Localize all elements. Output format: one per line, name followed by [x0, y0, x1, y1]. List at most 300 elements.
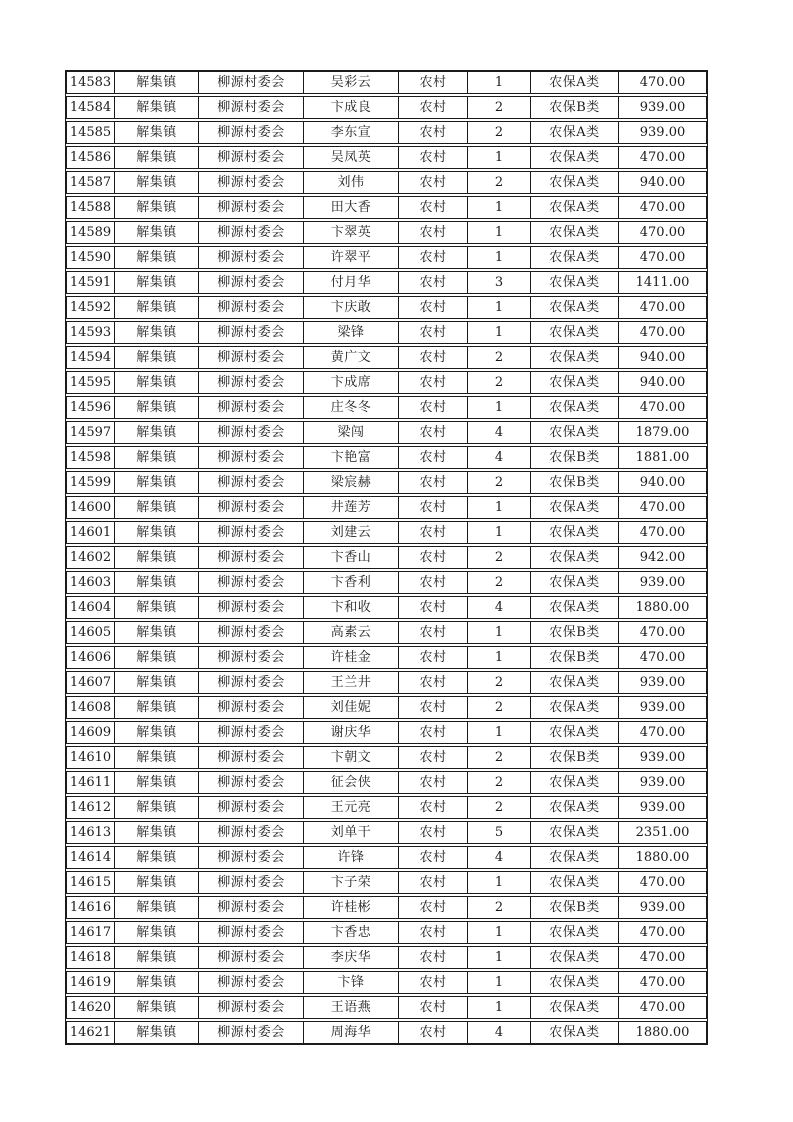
table-row [66, 171, 707, 194]
cell-record-number: 14599 [67, 472, 115, 493]
cell-record-number: 14586 [67, 147, 115, 168]
cell-person-name: 卞子荣 [304, 872, 399, 893]
table-row [66, 121, 707, 144]
cell-record-number: 14614 [67, 847, 115, 868]
cell-town: 解集镇 [115, 497, 199, 518]
table-row [66, 521, 707, 544]
cell-village-committee: 柳源村委会 [199, 872, 304, 893]
cell-person-count: 1 [468, 997, 531, 1018]
cell-household-type: 农村 [399, 622, 468, 643]
cell-village-committee: 柳源村委会 [199, 322, 304, 343]
cell-town: 解集镇 [115, 97, 199, 118]
cell-record-number: 14621 [67, 1022, 115, 1043]
cell-insurance-category: 农保A类 [531, 397, 619, 418]
cell-record-number: 14617 [67, 922, 115, 943]
cell-insurance-category: 农保A类 [531, 972, 619, 993]
cell-insurance-category: 农保B类 [531, 472, 619, 493]
table-row [66, 196, 707, 219]
cell-amount: 939.00 [639, 750, 686, 765]
cell-amount: 470.00 [639, 525, 686, 540]
cell-person-name: 谢庆华 [304, 722, 399, 743]
cell-record-number: 14605 [67, 622, 115, 643]
table-row [66, 871, 707, 894]
cell-record-number: 14619 [67, 972, 115, 993]
cell-record-number: 14620 [67, 997, 115, 1018]
cell-amount: 470.00 [639, 950, 686, 965]
cell-town: 解集镇 [115, 672, 199, 693]
cell-person-name: 卞艳富 [304, 447, 399, 468]
cell-village-committee: 柳源村委会 [199, 197, 304, 218]
cell-amount: 940.00 [639, 475, 686, 490]
cell-insurance-category: 农保A类 [531, 672, 619, 693]
cell-person-count: 2 [468, 672, 531, 693]
cell-amount: 1881.00 [635, 450, 690, 465]
cell-person-count: 4 [468, 597, 531, 618]
cell-insurance-category: 农保B类 [531, 897, 619, 918]
cell-record-number: 14616 [67, 897, 115, 918]
cell-person-name: 王元亮 [304, 797, 399, 818]
cell-person-count: 1 [468, 197, 531, 218]
cell-insurance-category: 农保A类 [531, 947, 619, 968]
cell-village-committee: 柳源村委会 [199, 472, 304, 493]
cell-person-count: 1 [468, 397, 531, 418]
cell-record-number: 14608 [67, 697, 115, 718]
cell-amount: 939.00 [639, 125, 686, 140]
cell-person-name: 许锋 [304, 847, 399, 868]
cell-town: 解集镇 [115, 922, 199, 943]
cell-person-name: 井莲芳 [304, 497, 399, 518]
cell-person-name: 刘单干 [304, 822, 399, 843]
cell-person-name: 卞翠英 [304, 222, 399, 243]
cell-person-count: 2 [468, 772, 531, 793]
table-row [66, 496, 707, 519]
cell-amount: 470.00 [639, 925, 686, 940]
cell-person-name: 吴凤英 [304, 147, 399, 168]
cell-village-committee: 柳源村委会 [199, 1022, 304, 1043]
cell-town: 解集镇 [115, 897, 199, 918]
cell-amount: 470.00 [639, 75, 686, 90]
cell-village-committee: 柳源村委会 [199, 397, 304, 418]
cell-town: 解集镇 [115, 547, 199, 568]
cell-record-number: 14604 [67, 597, 115, 618]
cell-person-name: 许桂彬 [304, 897, 399, 918]
cell-town: 解集镇 [115, 397, 199, 418]
cell-village-committee: 柳源村委会 [199, 847, 304, 868]
cell-household-type: 农村 [399, 722, 468, 743]
cell-amount: 939.00 [639, 800, 686, 815]
cell-amount: 1879.00 [635, 425, 690, 440]
cell-amount: 939.00 [639, 775, 686, 790]
cell-town: 解集镇 [115, 1022, 199, 1043]
table-row [66, 1021, 707, 1044]
cell-village-committee: 柳源村委会 [199, 897, 304, 918]
cell-household-type: 农村 [399, 897, 468, 918]
table-row [66, 346, 707, 369]
cell-person-count: 1 [468, 147, 531, 168]
cell-town: 解集镇 [115, 647, 199, 668]
cell-record-number: 14593 [67, 322, 115, 343]
cell-person-name: 刘建云 [304, 522, 399, 543]
cell-record-number: 14603 [67, 572, 115, 593]
cell-person-name: 许翠平 [304, 247, 399, 268]
cell-person-count: 5 [468, 822, 531, 843]
cell-household-type: 农村 [399, 247, 468, 268]
cell-household-type: 农村 [399, 572, 468, 593]
cell-person-name: 梁宸赫 [304, 472, 399, 493]
table-row [66, 696, 707, 719]
cell-person-name: 庄冬冬 [304, 397, 399, 418]
cell-amount: 1411.00 [635, 275, 690, 290]
cell-village-committee: 柳源村委会 [199, 347, 304, 368]
cell-amount: 470.00 [639, 625, 686, 640]
cell-household-type: 农村 [399, 297, 468, 318]
table-row [66, 246, 707, 269]
cell-town: 解集镇 [115, 847, 199, 868]
cell-insurance-category: 农保A类 [531, 572, 619, 593]
cell-person-count: 2 [468, 122, 531, 143]
cell-town: 解集镇 [115, 722, 199, 743]
cell-household-type: 农村 [399, 972, 468, 993]
cell-town: 解集镇 [115, 272, 199, 293]
table-row [66, 646, 707, 669]
cell-insurance-category: 农保A类 [531, 597, 619, 618]
cell-person-name: 田大香 [304, 197, 399, 218]
cell-household-type: 农村 [399, 647, 468, 668]
cell-town: 解集镇 [115, 622, 199, 643]
cell-amount: 470.00 [639, 250, 686, 265]
table-row [66, 421, 707, 444]
table-row [66, 321, 707, 344]
cell-insurance-category: 农保A类 [531, 522, 619, 543]
table-row [66, 921, 707, 944]
cell-household-type: 农村 [399, 872, 468, 893]
cell-village-committee: 柳源村委会 [199, 297, 304, 318]
cell-household-type: 农村 [399, 772, 468, 793]
cell-person-name: 李东宣 [304, 122, 399, 143]
cell-household-type: 农村 [399, 347, 468, 368]
cell-person-count: 1 [468, 522, 531, 543]
cell-person-name: 卞朝文 [304, 747, 399, 768]
cell-person-count: 2 [468, 347, 531, 368]
cell-village-committee: 柳源村委会 [199, 972, 304, 993]
cell-person-name: 高素云 [304, 622, 399, 643]
cell-amount: 939.00 [639, 700, 686, 715]
cell-village-committee: 柳源村委会 [199, 597, 304, 618]
cell-person-count: 1 [468, 922, 531, 943]
cell-person-count: 1 [468, 972, 531, 993]
cell-record-number: 14606 [67, 647, 115, 668]
cell-record-number: 14611 [67, 772, 115, 793]
cell-amount: 470.00 [639, 875, 686, 890]
table-row [66, 596, 707, 619]
cell-town: 解集镇 [115, 747, 199, 768]
cell-person-name: 吴彩云 [304, 72, 399, 93]
table-row [66, 146, 707, 169]
cell-household-type: 农村 [399, 197, 468, 218]
cell-record-number: 14610 [67, 747, 115, 768]
cell-insurance-category: 农保A类 [531, 872, 619, 893]
cell-record-number: 14584 [67, 97, 115, 118]
cell-person-count: 1 [468, 222, 531, 243]
cell-household-type: 农村 [399, 397, 468, 418]
cell-person-name: 刘佳妮 [304, 697, 399, 718]
cell-village-committee: 柳源村委会 [199, 697, 304, 718]
cell-insurance-category: 农保A类 [531, 822, 619, 843]
cell-village-committee: 柳源村委会 [199, 422, 304, 443]
cell-amount: 470.00 [639, 500, 686, 515]
cell-insurance-category: 农保B类 [531, 622, 619, 643]
cell-village-committee: 柳源村委会 [199, 822, 304, 843]
cell-town: 解集镇 [115, 72, 199, 93]
cell-household-type: 农村 [399, 472, 468, 493]
cell-household-type: 农村 [399, 172, 468, 193]
cell-insurance-category: 农保B类 [531, 647, 619, 668]
cell-person-count: 4 [468, 847, 531, 868]
cell-town: 解集镇 [115, 122, 199, 143]
cell-insurance-category: 农保B类 [531, 97, 619, 118]
cell-household-type: 农村 [399, 447, 468, 468]
cell-insurance-category: 农保B类 [531, 747, 619, 768]
cell-household-type: 农村 [399, 522, 468, 543]
cell-household-type: 农村 [399, 497, 468, 518]
cell-amount: 1880.00 [635, 1025, 690, 1040]
cell-household-type: 农村 [399, 72, 468, 93]
cell-village-committee: 柳源村委会 [199, 672, 304, 693]
cell-person-count: 1 [468, 622, 531, 643]
cell-record-number: 14588 [67, 197, 115, 218]
table-row [66, 671, 707, 694]
cell-person-name: 付月华 [304, 272, 399, 293]
table-row [66, 221, 707, 244]
cell-village-committee: 柳源村委会 [199, 497, 304, 518]
cell-household-type: 农村 [399, 997, 468, 1018]
cell-amount: 940.00 [639, 375, 686, 390]
cell-person-name: 卞香山 [304, 547, 399, 568]
cell-record-number: 14594 [67, 347, 115, 368]
cell-village-committee: 柳源村委会 [199, 372, 304, 393]
table-row [66, 771, 707, 794]
cell-insurance-category: 农保A类 [531, 1022, 619, 1043]
cell-village-committee: 柳源村委会 [199, 522, 304, 543]
cell-amount: 939.00 [639, 675, 686, 690]
cell-person-name: 卞成良 [304, 97, 399, 118]
cell-household-type: 农村 [399, 222, 468, 243]
cell-amount: 939.00 [639, 100, 686, 115]
cell-town: 解集镇 [115, 597, 199, 618]
cell-household-type: 农村 [399, 597, 468, 618]
cell-person-count: 2 [468, 697, 531, 718]
cell-person-count: 2 [468, 572, 531, 593]
cell-amount: 470.00 [639, 150, 686, 165]
cell-household-type: 农村 [399, 747, 468, 768]
cell-town: 解集镇 [115, 447, 199, 468]
cell-insurance-category: 农保A类 [531, 197, 619, 218]
cell-amount: 470.00 [639, 225, 686, 240]
cell-person-name: 王兰井 [304, 672, 399, 693]
cell-record-number: 14602 [67, 547, 115, 568]
cell-person-name: 卞香利 [304, 572, 399, 593]
table-row [66, 371, 707, 394]
cell-town: 解集镇 [115, 322, 199, 343]
cell-village-committee: 柳源村委会 [199, 122, 304, 143]
cell-person-count: 1 [468, 947, 531, 968]
cell-town: 解集镇 [115, 347, 199, 368]
cell-insurance-category: 农保A类 [531, 772, 619, 793]
cell-person-count: 1 [468, 322, 531, 343]
cell-village-committee: 柳源村委会 [199, 97, 304, 118]
table-row [66, 296, 707, 319]
table-row [66, 846, 707, 869]
cell-village-committee: 柳源村委会 [199, 147, 304, 168]
cell-record-number: 14613 [67, 822, 115, 843]
cell-record-number: 14615 [67, 872, 115, 893]
cell-person-name: 卞香忠 [304, 922, 399, 943]
cell-record-number: 14597 [67, 422, 115, 443]
cell-town: 解集镇 [115, 522, 199, 543]
cell-person-name: 卞庆敢 [304, 297, 399, 318]
cell-town: 解集镇 [115, 422, 199, 443]
cell-town: 解集镇 [115, 872, 199, 893]
cell-town: 解集镇 [115, 797, 199, 818]
cell-village-committee: 柳源村委会 [199, 447, 304, 468]
cell-amount: 470.00 [639, 325, 686, 340]
cell-person-name: 卞成席 [304, 372, 399, 393]
cell-household-type: 农村 [399, 922, 468, 943]
cell-amount: 1880.00 [635, 600, 690, 615]
cell-insurance-category: 农保A类 [531, 322, 619, 343]
cell-person-name: 黄广文 [304, 347, 399, 368]
cell-town: 解集镇 [115, 822, 199, 843]
table-row [66, 96, 707, 119]
cell-record-number: 14583 [67, 72, 115, 93]
cell-insurance-category: 农保A类 [531, 797, 619, 818]
cell-village-committee: 柳源村委会 [199, 622, 304, 643]
table-row [66, 621, 707, 644]
cell-insurance-category: 农保A类 [531, 222, 619, 243]
cell-town: 解集镇 [115, 147, 199, 168]
cell-insurance-category: 农保A类 [531, 247, 619, 268]
cell-village-committee: 柳源村委会 [199, 572, 304, 593]
cell-person-count: 1 [468, 722, 531, 743]
cell-village-committee: 柳源村委会 [199, 647, 304, 668]
table-row [66, 396, 707, 419]
cell-town: 解集镇 [115, 297, 199, 318]
cell-person-count: 2 [468, 747, 531, 768]
cell-record-number: 14591 [67, 272, 115, 293]
cell-town: 解集镇 [115, 697, 199, 718]
table-row [66, 546, 707, 569]
table-row [66, 446, 707, 469]
cell-insurance-category: 农保A类 [531, 297, 619, 318]
cell-record-number: 14601 [67, 522, 115, 543]
cell-insurance-category: 农保A类 [531, 847, 619, 868]
cell-insurance-category: 农保B类 [531, 447, 619, 468]
cell-person-name: 许桂金 [304, 647, 399, 668]
table-row [66, 571, 707, 594]
cell-town: 解集镇 [115, 372, 199, 393]
cell-insurance-category: 农保A类 [531, 497, 619, 518]
cell-person-name: 卞和收 [304, 597, 399, 618]
cell-person-count: 1 [468, 247, 531, 268]
cell-person-name: 梁闯 [304, 422, 399, 443]
cell-insurance-category: 农保A类 [531, 72, 619, 93]
cell-record-number: 14609 [67, 722, 115, 743]
cell-insurance-category: 农保A类 [531, 272, 619, 293]
pension-roster-table [65, 70, 708, 1045]
table-row [66, 896, 707, 919]
cell-record-number: 14607 [67, 672, 115, 693]
cell-record-number: 14596 [67, 397, 115, 418]
cell-household-type: 农村 [399, 122, 468, 143]
cell-amount: 470.00 [639, 200, 686, 215]
cell-amount: 470.00 [639, 725, 686, 740]
cell-village-committee: 柳源村委会 [199, 947, 304, 968]
cell-household-type: 农村 [399, 322, 468, 343]
cell-person-count: 1 [468, 647, 531, 668]
cell-town: 解集镇 [115, 222, 199, 243]
cell-person-count: 2 [468, 372, 531, 393]
cell-household-type: 农村 [399, 272, 468, 293]
cell-person-name: 刘伟 [304, 172, 399, 193]
cell-village-committee: 柳源村委会 [199, 997, 304, 1018]
cell-town: 解集镇 [115, 997, 199, 1018]
cell-town: 解集镇 [115, 247, 199, 268]
cell-person-count: 1 [468, 872, 531, 893]
cell-town: 解集镇 [115, 172, 199, 193]
cell-amount: 939.00 [639, 575, 686, 590]
cell-household-type: 农村 [399, 372, 468, 393]
cell-village-committee: 柳源村委会 [199, 747, 304, 768]
cell-person-name: 梁锋 [304, 322, 399, 343]
cell-person-name: 李庆华 [304, 947, 399, 968]
cell-amount: 940.00 [639, 350, 686, 365]
cell-insurance-category: 农保A类 [531, 722, 619, 743]
cell-record-number: 14618 [67, 947, 115, 968]
cell-person-count: 2 [468, 97, 531, 118]
cell-amount: 1880.00 [635, 850, 690, 865]
cell-amount: 470.00 [639, 1000, 686, 1015]
cell-insurance-category: 农保A类 [531, 372, 619, 393]
cell-record-number: 14600 [67, 497, 115, 518]
cell-record-number: 14589 [67, 222, 115, 243]
cell-insurance-category: 农保A类 [531, 347, 619, 368]
cell-person-count: 3 [468, 272, 531, 293]
cell-village-committee: 柳源村委会 [199, 222, 304, 243]
cell-village-committee: 柳源村委会 [199, 797, 304, 818]
cell-town: 解集镇 [115, 947, 199, 968]
cell-household-type: 农村 [399, 672, 468, 693]
cell-household-type: 农村 [399, 947, 468, 968]
cell-village-committee: 柳源村委会 [199, 272, 304, 293]
cell-town: 解集镇 [115, 972, 199, 993]
table-row [66, 746, 707, 769]
table-row [66, 796, 707, 819]
cell-record-number: 14587 [67, 172, 115, 193]
cell-amount: 470.00 [639, 300, 686, 315]
cell-household-type: 农村 [399, 422, 468, 443]
cell-amount: 939.00 [639, 900, 686, 915]
cell-village-committee: 柳源村委会 [199, 722, 304, 743]
cell-person-count: 2 [468, 797, 531, 818]
cell-household-type: 农村 [399, 547, 468, 568]
cell-insurance-category: 农保A类 [531, 422, 619, 443]
cell-amount: 470.00 [639, 650, 686, 665]
cell-record-number: 14612 [67, 797, 115, 818]
cell-record-number: 14590 [67, 247, 115, 268]
cell-village-committee: 柳源村委会 [199, 72, 304, 93]
cell-insurance-category: 农保A类 [531, 172, 619, 193]
cell-amount: 470.00 [639, 975, 686, 990]
